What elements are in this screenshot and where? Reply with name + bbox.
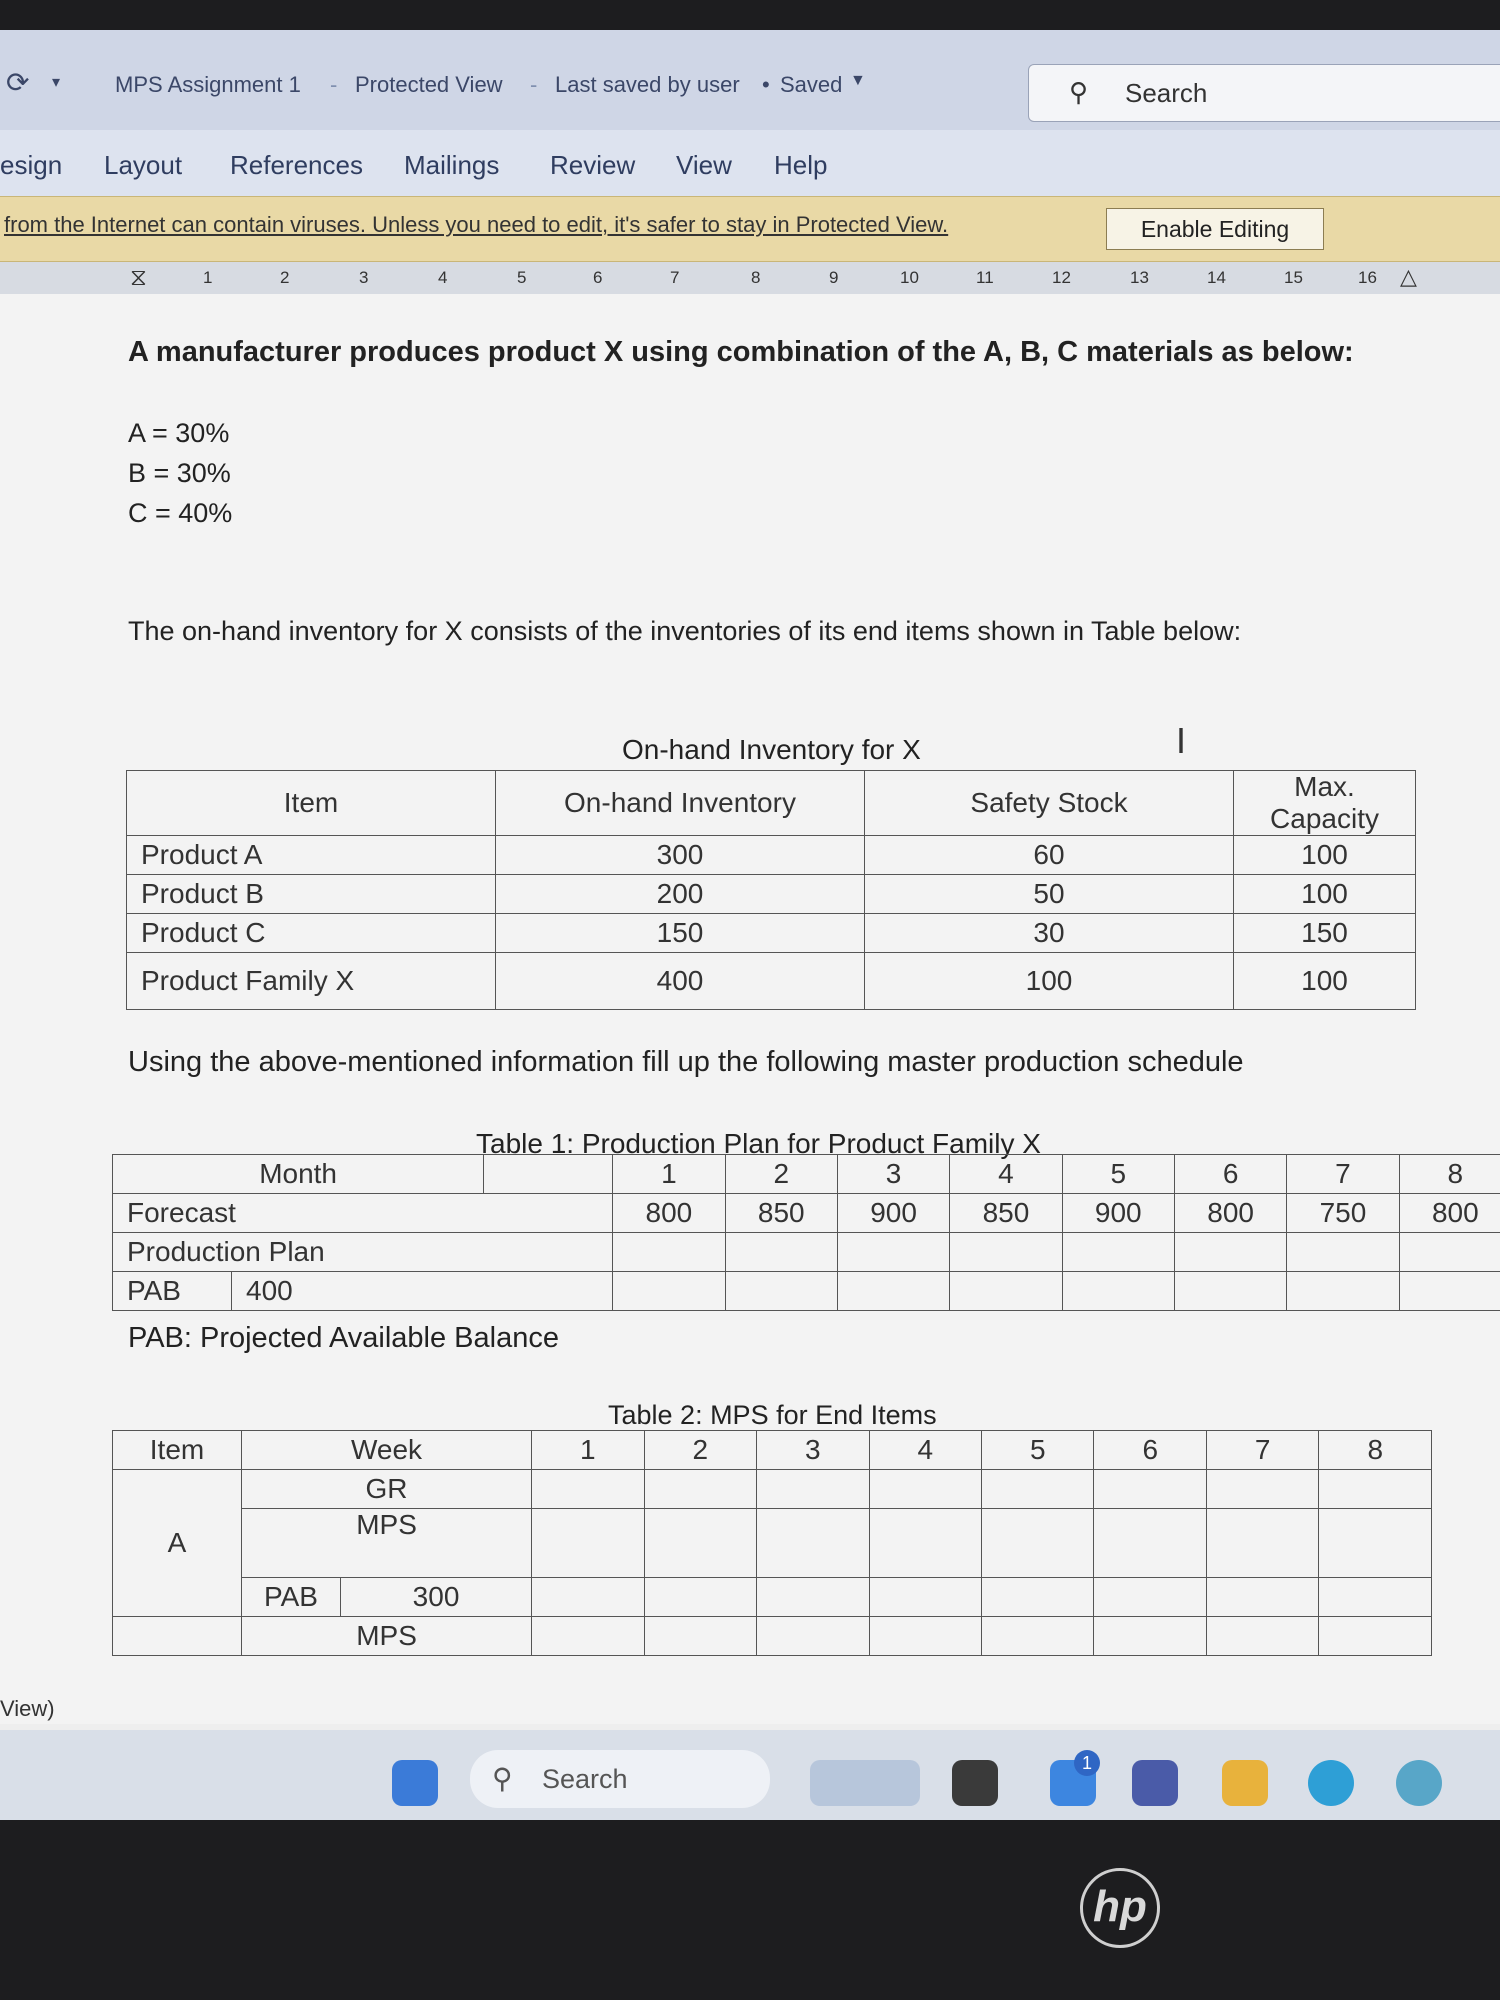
input-cell[interactable]: [1399, 1233, 1500, 1272]
gr-label: GR: [242, 1470, 532, 1509]
forecast-cell: 800: [1399, 1194, 1500, 1233]
title-separator-2: -: [530, 72, 538, 97]
week-label: Week: [242, 1431, 532, 1470]
ruler-number: 1: [203, 268, 213, 287]
inventory-sentence: The on-hand inventory for X consists of the inventories of its end items shown in Table below:: [128, 616, 1242, 646]
search-icon: ⚲: [492, 1763, 513, 1794]
input-cell[interactable]: [837, 1272, 949, 1311]
save-status: Last saved by user: [555, 72, 740, 97]
ruler-number: 4: [438, 268, 448, 287]
input-cell[interactable]: [1094, 1470, 1206, 1509]
table-row: [113, 1578, 1432, 1617]
inventory-table: [126, 770, 1416, 1010]
input-cell[interactable]: [725, 1233, 837, 1272]
input-cell[interactable]: [757, 1617, 869, 1656]
production-plan-label: Production Plan: [113, 1233, 613, 1272]
month-cell: 6: [1174, 1155, 1286, 1194]
input-cell[interactable]: [869, 1509, 981, 1578]
cell: 200: [496, 875, 865, 914]
month-cell: 2: [725, 1155, 837, 1194]
windows-start-icon[interactable]: [392, 1760, 438, 1806]
month-cell: 1: [613, 1155, 725, 1194]
tab-review[interactable]: Review: [550, 150, 636, 180]
input-cell[interactable]: [644, 1470, 756, 1509]
input-cell[interactable]: [757, 1509, 869, 1578]
file-explorer-icon[interactable]: [1222, 1760, 1268, 1806]
ruler-number: 6: [593, 268, 603, 287]
input-cell[interactable]: [1399, 1272, 1500, 1311]
cell: Product Family X: [127, 953, 496, 1010]
cell: 50: [865, 875, 1234, 914]
widgets-icon[interactable]: [810, 1760, 920, 1806]
empty-cell: [113, 1617, 242, 1656]
cell: Product A: [127, 836, 496, 875]
header-item: Item: [127, 771, 496, 836]
ruler-number: 14: [1207, 268, 1226, 287]
input-cell[interactable]: [532, 1617, 644, 1656]
tab-design[interactable]: esign: [0, 150, 63, 180]
saved-chevron-icon[interactable]: ▼: [850, 72, 866, 89]
week-cell: 1: [532, 1431, 644, 1470]
title-search-label: Search: [1125, 78, 1208, 108]
week-cell: 8: [1319, 1431, 1432, 1470]
month-cell: 3: [837, 1155, 949, 1194]
week-cell: 7: [1206, 1431, 1318, 1470]
input-cell[interactable]: [644, 1509, 756, 1578]
ruler-number: 13: [1130, 268, 1149, 287]
pab-note: PAB: Projected Available Balance: [128, 1322, 559, 1354]
ruler-indent-marker-icon[interactable]: ⧖: [130, 264, 147, 291]
input-cell[interactable]: [613, 1233, 725, 1272]
ruler-number: 9: [829, 268, 839, 287]
ruler-number: 10: [900, 268, 919, 287]
document-title: MPS Assignment 1: [115, 72, 301, 97]
mps-table: [112, 1430, 1432, 1656]
title-bar: [0, 30, 1500, 130]
app-icon[interactable]: ⟳: [6, 67, 30, 98]
cell: 100: [865, 953, 1234, 1010]
taskbar-search[interactable]: [470, 1750, 770, 1808]
week-cell: 3: [757, 1431, 869, 1470]
week-cell: 5: [982, 1431, 1094, 1470]
forecast-label: Forecast: [113, 1194, 613, 1233]
material-b: B = 30%: [128, 458, 231, 488]
input-cell[interactable]: [1287, 1233, 1399, 1272]
item-label: Item: [113, 1431, 242, 1470]
table-row: [113, 1272, 1500, 1311]
item-a: A: [113, 1470, 242, 1617]
ruler-number: 7: [670, 268, 680, 287]
cell: Product C: [127, 914, 496, 953]
input-cell[interactable]: [982, 1617, 1094, 1656]
input-cell[interactable]: [950, 1272, 1062, 1311]
status-bullet: •: [762, 72, 770, 97]
header-safety-stock: Safety Stock: [865, 771, 1234, 836]
ruler-right-indent-icon[interactable]: △: [1400, 264, 1417, 289]
search-icon: ⚲: [1069, 77, 1089, 107]
input-cell[interactable]: [1206, 1578, 1318, 1617]
week-cell: 4: [869, 1431, 981, 1470]
ruler-number: 12: [1052, 268, 1071, 287]
month-cell: 4: [950, 1155, 1062, 1194]
saved-label[interactable]: Saved: [780, 72, 843, 97]
week-cell: 2: [644, 1431, 756, 1470]
input-cell[interactable]: [982, 1578, 1094, 1617]
month-cell: 8: [1399, 1155, 1500, 1194]
input-cell[interactable]: [1287, 1272, 1399, 1311]
input-cell[interactable]: [1319, 1470, 1432, 1509]
month-cell: 5: [1062, 1155, 1174, 1194]
input-cell[interactable]: [1174, 1272, 1286, 1311]
ruler-number: 2: [280, 268, 290, 287]
screen: [0, 30, 1500, 1820]
title-search-box[interactable]: [1028, 64, 1500, 122]
pab-label: PAB: [242, 1578, 341, 1617]
input-cell[interactable]: [1319, 1509, 1432, 1578]
input-cell[interactable]: [1094, 1617, 1206, 1656]
input-cell[interactable]: [1094, 1509, 1206, 1578]
instruction-paragraph: Using the above-mentioned information fill up the following master production schedule: [128, 1046, 1244, 1078]
intro-paragraph: A manufacturer produces product X using combination of the A, B, C materials as below:: [128, 336, 1354, 368]
ruler-number: 16: [1358, 268, 1377, 287]
week-cell: 6: [1094, 1431, 1206, 1470]
input-cell[interactable]: [982, 1509, 1094, 1578]
table-row: [113, 1470, 1432, 1509]
ruler-number: 8: [751, 268, 761, 287]
cell: Product B: [127, 875, 496, 914]
input-cell[interactable]: [644, 1578, 756, 1617]
store-icon[interactable]: [1132, 1760, 1178, 1806]
material-c: C = 40%: [128, 498, 233, 528]
empty-cell: [484, 1155, 613, 1194]
title-separator: -: [330, 72, 338, 97]
mps-label: MPS: [242, 1617, 532, 1656]
input-cell[interactable]: [725, 1272, 837, 1311]
forecast-cell: 900: [1062, 1194, 1174, 1233]
pab-initial: 300: [341, 1578, 532, 1617]
table-row: [127, 914, 1416, 953]
table1-caption: Table 1: Production Plan for Product Family X: [476, 1128, 1041, 1159]
tab-references[interactable]: References: [230, 150, 363, 180]
material-a: A = 30%: [128, 418, 230, 448]
text-cursor-icon: I: [1176, 720, 1187, 761]
ruler-number: 3: [359, 268, 369, 287]
input-cell[interactable]: [532, 1470, 644, 1509]
input-cell[interactable]: [613, 1272, 725, 1311]
month-cell: 7: [1287, 1155, 1399, 1194]
banner-message: from the Internet can contain viruses. Unless you need to edit, it's safer to stay in Protected View.: [4, 212, 949, 237]
input-cell[interactable]: [1062, 1233, 1174, 1272]
enable-editing-button[interactable]: Enable Editing: [1106, 208, 1324, 250]
input-cell[interactable]: [950, 1233, 1062, 1272]
ruler-number: 15: [1284, 268, 1303, 287]
input-cell[interactable]: [757, 1470, 869, 1509]
inventory-table-caption: On-hand Inventory for X: [622, 734, 921, 765]
cell: 30: [865, 914, 1234, 953]
table-row: [127, 875, 1416, 914]
input-cell[interactable]: [1319, 1578, 1432, 1617]
edge-icon[interactable]: [1308, 1760, 1354, 1806]
hp-logo: hp: [1080, 1868, 1160, 1948]
table-row: [113, 1431, 1432, 1470]
input-cell[interactable]: [869, 1470, 981, 1509]
forecast-cell: 800: [613, 1194, 725, 1233]
ruler: [0, 262, 1500, 295]
forecast-cell: 750: [1287, 1194, 1399, 1233]
mps-label: MPS: [242, 1509, 532, 1578]
cell: 100: [1234, 953, 1416, 1010]
taskbar-search-label: Search: [542, 1764, 628, 1794]
ribbon: [0, 130, 1500, 196]
table-row: [127, 836, 1416, 875]
status-view-label: View): [0, 1696, 55, 1721]
cell: 100: [1234, 875, 1416, 914]
input-cell[interactable]: [1206, 1617, 1318, 1656]
table-header-row: [127, 771, 1416, 836]
production-plan-table: [112, 1154, 1500, 1311]
forecast-cell: 850: [950, 1194, 1062, 1233]
table-row: [113, 1509, 1432, 1578]
table-row: [127, 953, 1416, 1010]
table2-caption: Table 2: MPS for End Items: [608, 1400, 937, 1430]
input-cell[interactable]: [1206, 1470, 1318, 1509]
input-cell[interactable]: [869, 1578, 981, 1617]
tab-view[interactable]: View: [676, 150, 732, 180]
table-row: [113, 1233, 1500, 1272]
forecast-cell: 850: [725, 1194, 837, 1233]
protected-view-label: Protected View: [355, 72, 503, 97]
input-cell[interactable]: [982, 1470, 1094, 1509]
input-cell[interactable]: [869, 1617, 981, 1656]
input-cell[interactable]: [1094, 1578, 1206, 1617]
forecast-cell: 800: [1174, 1194, 1286, 1233]
tab-layout[interactable]: Layout: [104, 150, 183, 180]
input-cell[interactable]: [644, 1617, 756, 1656]
task-view-icon[interactable]: [952, 1760, 998, 1806]
tab-help[interactable]: Help: [774, 150, 828, 180]
input-cell[interactable]: [757, 1578, 869, 1617]
table-row: [113, 1617, 1432, 1656]
forecast-cell: 900: [837, 1194, 949, 1233]
cell: 150: [1234, 914, 1416, 953]
ruler-number: 5: [517, 268, 527, 287]
header-max-capacity: Max. Capacity: [1234, 771, 1416, 836]
cell: 400: [496, 953, 865, 1010]
cell: 150: [496, 914, 865, 953]
chrome-icon[interactable]: [1396, 1760, 1442, 1806]
quick-access-chevron-icon[interactable]: ▾: [52, 74, 61, 91]
cell: 60: [865, 836, 1234, 875]
input-cell[interactable]: [1174, 1233, 1286, 1272]
input-cell[interactable]: [532, 1578, 644, 1617]
ruler-number: 11: [976, 268, 994, 287]
input-cell[interactable]: [1062, 1272, 1174, 1311]
notification-badge: 1: [1074, 1750, 1100, 1776]
input-cell[interactable]: [532, 1509, 644, 1578]
cell: 100: [1234, 836, 1416, 875]
input-cell[interactable]: [1206, 1509, 1318, 1578]
pab-initial: 400: [232, 1272, 613, 1311]
table-row: [113, 1194, 1500, 1233]
tab-mailings[interactable]: Mailings: [404, 150, 500, 180]
month-label: Month: [113, 1155, 484, 1194]
header-on-hand: On-hand Inventory: [496, 771, 865, 836]
pab-label: PAB: [113, 1272, 232, 1311]
table-row: [113, 1155, 1500, 1194]
input-cell[interactable]: [837, 1233, 949, 1272]
cell: 300: [496, 836, 865, 875]
input-cell[interactable]: [1319, 1617, 1432, 1656]
